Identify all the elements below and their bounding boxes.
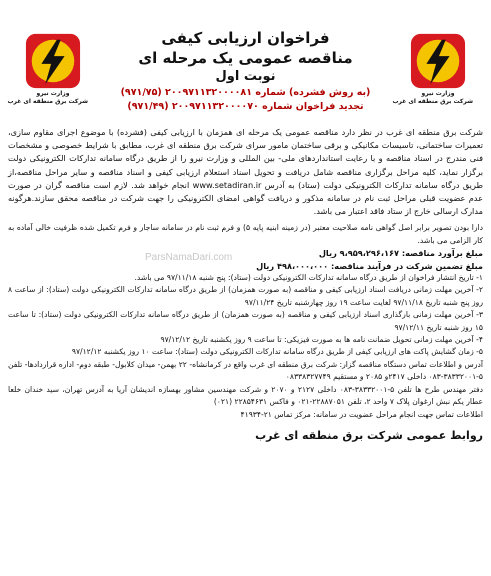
estimate-amount: مبلغ برآورد مناقصه: ۹،۹۵۹،۲۹۶،۱۶۷ ریال — [318, 248, 483, 259]
address-contact: آدرس و اطلاعات تماس دستگاه مناقصه گزار: شرکت برق منطقه ای غرب واقع در کرمانشاه- ۲۲ بهمن- میدان کلابول- طبقه دوم- اداره قراردادها- تلفن ۵-۳۸۳۳۲۰۰۱-۰۸۳ داخلی ۲۴۱۷و ۲۰۸۵ و مستقیم ۰۸۳۳۸۳۲۷۷۴۹ — [8, 359, 483, 382]
notice-round: نوبت اول — [215, 69, 276, 84]
ministry-of-energy-logo-right — [392, 32, 473, 112]
power-bolt-logo-icon — [24, 32, 82, 90]
consultant-contact: دفتر مهندس طرح ها تلفن ۵-۳۸۳۳۲۰۰۱-۰۸۳ داخلی ۲۱۲۷ و ۲۰۷۰ و شرکت مهندسین مشاور بهسازه اندیشان آریا به آدرس تهران، سید خندان خلعا عطار یکم نبش ارغوان پلاک ۷ واحد ۲، تلفن ۲۲۸۸۷۰۵۱-۰۲۱ و فاکس ۲۲۸۵۴۶۳۱ (۰۲۱) — [8, 384, 483, 407]
ministry-of-energy-logo-left — [7, 32, 88, 112]
guarantee-amount: مبلغ تضمین شرکت در فرآیند مناقصه: ۴۹۸،۰۰۰،۰۰۰ ریال — [256, 260, 483, 271]
notice-header — [8, 6, 483, 124]
qualification-requirement: دارا بودن تصویر برابر اصل گواهی نامه صلاحیت معتبر (در زمینه ابنیه پایه ۵) و فرم ثبت نام در سامانه ساجار و فرم تکمیل شده ظرفیت خالی آماده به کار الزامی می باشد. — [8, 223, 484, 245]
notice-title: فراخوان ارزیابی کیفی — [161, 29, 330, 47]
power-bolt-logo-icon — [409, 32, 467, 90]
logo-caption: وزارت نیرو — [36, 90, 70, 97]
tender-number: (به روش فشرده) شماره ۲۰۰۹۷۱۱۳۲۰۰۰۰۸۱ (۹۷۱/۷۵) — [120, 87, 371, 98]
watermark-text: ParsNamaDari.com — [145, 252, 233, 263]
schedule-item-5: ۵- زمان گشایش پاکت های ارزیابی کیفی از طریق درگاه سامانه تدارکات الکترونیکی دولت (ستاد): ساعت ۱۰ روز یکشنبه ۹۷/۱۲/۱۲ — [71, 347, 483, 357]
renewal-number: تجدید فراخوان شماره ۲۰۰۹۷۱۱۳۲۰۰۰۰۷۰ (۹۷۱/۴۹) — [127, 101, 364, 112]
notice-titles — [98, 28, 393, 114]
intro-paragraph: شرکت برق منطقه ای غرب در نظر دارد مناقصه عمومی یک مرحله ای همزمان با ارزیابی کیفی (فشرده) با موضوع اجرای مقاوم سازی، تعمیرات ساختمانی، تاسیسات مکانیکی و برقی ساختمان مامور سرای شرکت برق منطقه ای غرب، مطابق با شرایط خصوصی و مشخصات فنی مندرج در اسناد مناقصه و با رعایت استانداردهای ملی- بین المللی و وزارت نیرو را از طریق درگاه سامانه تدارکات الکترونیکی دولت برگزار نماید، کلیه مراحل برگزاری مناقصه شامل دریافت و تحویل اسناد استعلام ارزیابی کیفی و اسناد مناقصه و سایر مراحل مناقصه،از طریق درگاه سامانه تدارکات الکترونیکی دولت (ستاد) به آدرس www.setadiran.ir انجام خواهد شد. لازم است مناقصه گران در صورت عدم عضویت قبلی مراحل ثبت نام در سامانه مذکور و دریافت گواهی امضای الکترونیکی را جهت شرکت در مناقصه محقق سازند.هرگونه مدارک ارسالی خارج از ستاد فاقد اعتبار می باشد. — [8, 127, 483, 217]
schedule-item-4: ۴- آخرین مهلت زمانی تحویل ضمانت نامه ها به صورت فیزیکی: تا ساعت ۹ روز یکشنبه تاریخ ۹۷/۱۲/۱۲ — [160, 335, 483, 345]
schedule-item-3: ۳- آخرین مهلت زمانی بارگذاری اسناد ارزیابی کیفی و مناقصه (به صورت همزمان) از طریق درگاه سامانه تدارکات الکترونیکی دولت (ستاد): تا ساعت ۱۵ روز شنبه تاریخ ۹۷/۱۲/۱۱ — [8, 310, 483, 332]
logo-caption: شرکت برق منطقه ای غرب — [392, 98, 473, 105]
registration-contact: اطلاعات تماس جهت انجام مراحل عضویت در سامانه: مرکز تماس ۲۱-۴۱۹۳۴ — [240, 409, 483, 419]
logo-caption: شرکت برق منطقه ای غرب — [7, 98, 88, 105]
logo-caption: وزارت نیرو — [421, 90, 455, 97]
schedule-item-1: ۱- تاریخ انتشار فراخوان از طریق درگاه سامانه تدارکات الکترونیکی دولت (ستاد): پنج شنبه ۹۷/۱۱/۱۸ می باشد. — [134, 273, 483, 283]
schedule-item-2: ۲- آخرین مهلت زمانی دریافت اسناد ارزیابی کیفی و مناقصه (به صورت همزمان) از طریق درگاه سامانه تدارکات الکترونیکی دولت (ستاد): از ساعت ۸ روز پنج شنبه تاریخ ۹۷/۱۱/۱۸ لغایت ساعت ۱۹ روز چهارشنبه تاریخ ۹۷/۱۱/۲۴ — [8, 285, 483, 307]
notice-subtitle: مناقصه عمومی یک مرحله ای — [138, 49, 353, 67]
public-relations-signature: روابط عمومی شرکت برق منطقه ای غرب — [255, 428, 483, 442]
